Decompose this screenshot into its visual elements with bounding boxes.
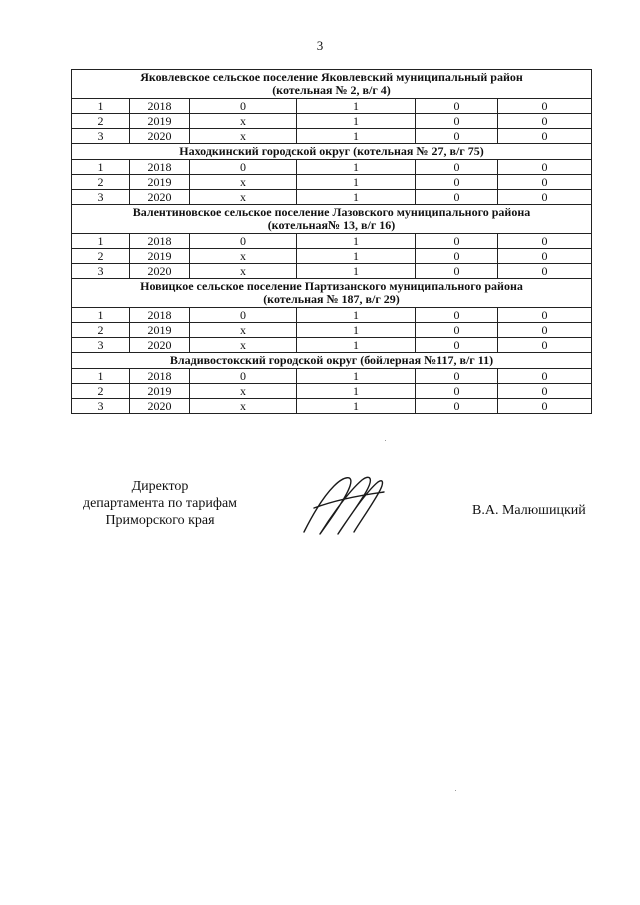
table-cell: 0 [190,369,297,384]
table-cell: 0 [416,399,498,414]
table-cell: 3 [72,399,130,414]
table-cell: 2018 [130,234,190,249]
table-row [72,369,592,384]
section-title-line: Находкинский городской округ (котельная № 27, в/г 75) [179,144,484,158]
table-cell: 0 [498,323,592,338]
table-cell: 2020 [130,338,190,353]
table-cell: 2019 [130,114,190,129]
table-cell: 0 [498,190,592,205]
table-cell: 0 [498,234,592,249]
scan-speck [455,790,456,791]
section-title [72,144,592,160]
table-cell: 1 [297,114,416,129]
table-cell: 1 [297,190,416,205]
table-cell: 1 [297,264,416,279]
table-cell: 2020 [130,264,190,279]
signatory-region: Приморского края [105,513,215,528]
table-row [72,99,592,114]
table-cell: 1 [297,175,416,190]
table-row [72,160,592,175]
table-cell: 0 [416,99,498,114]
signatory-department: департамента по тарифам [82,496,238,511]
handwritten-signature [300,468,390,540]
tariff-table [71,69,592,414]
signatory-title [60,478,260,529]
table-cell: 1 [297,129,416,144]
table-cell: 0 [416,175,498,190]
table-cell: 2018 [130,308,190,323]
table-cell: 0 [416,264,498,279]
table-cell: 0 [190,308,297,323]
table-cell: 0 [498,399,592,414]
table-row [72,384,592,399]
table-cell: 0 [498,249,592,264]
table-cell: 0 [190,99,297,114]
table-cell: 0 [416,160,498,175]
table-cell: 2 [72,249,130,264]
table-cell: 1 [297,99,416,114]
table-cell: 0 [416,249,498,264]
table-cell: 0 [190,160,297,175]
table-cell: 0 [498,160,592,175]
table-cell: 0 [498,129,592,144]
table-cell: 2019 [130,323,190,338]
table-cell: x [190,338,297,353]
table-row [72,114,592,129]
table-cell: 0 [498,175,592,190]
section-subtitle-line: (котельная № 2, в/г 4) [272,83,391,97]
table-cell: 1 [297,369,416,384]
table-cell: 0 [498,99,592,114]
table-row [72,234,592,249]
section-header-row [72,353,592,369]
table-cell: 2019 [130,249,190,264]
table-cell: 0 [416,308,498,323]
table-cell: 2020 [130,129,190,144]
table-cell: 1 [297,399,416,414]
table-row [72,190,592,205]
page-number: 3 [316,38,324,53]
table-cell: 2018 [130,369,190,384]
table-cell: 2020 [130,190,190,205]
table-row [72,264,592,279]
table-cell: 1 [297,160,416,175]
table-cell: x [190,399,297,414]
table-cell: 0 [416,129,498,144]
table-cell: 2019 [130,384,190,399]
signatory-position: Директор [131,479,189,494]
signatory-name: В.А. Малюшицкий [472,503,586,518]
table-cell: 1 [297,338,416,353]
table-cell: 1 [297,308,416,323]
section-subtitle-line: (котельная№ 13, в/г 16) [267,218,396,232]
section-title [72,70,592,99]
table-cell: 2 [72,114,130,129]
section-title [72,279,592,308]
table-cell: x [190,129,297,144]
table-row [72,323,592,338]
section-title-line: Новицкое сельское поселение Партизанского муниципального района [140,279,523,293]
table-cell: 1 [72,234,130,249]
table-cell: 2020 [130,399,190,414]
table-cell: 1 [72,369,130,384]
scan-speck [385,440,386,441]
table-cell: x [190,384,297,399]
table-cell: 1 [297,323,416,338]
section-title [72,353,592,369]
table-cell: 1 [72,160,130,175]
section-title-line: Яковлевское сельское поселение Яковлевский муниципальный район [140,70,523,84]
table-cell: 2018 [130,99,190,114]
table-cell: x [190,323,297,338]
table-row [72,308,592,323]
table-cell: 0 [416,234,498,249]
table-cell: 3 [72,129,130,144]
table-cell: 0 [416,190,498,205]
table-cell: 0 [190,234,297,249]
table-cell: 0 [498,308,592,323]
section-title [72,205,592,234]
table-cell: 0 [498,369,592,384]
section-header-row [72,70,592,99]
table-cell: 1 [72,308,130,323]
table-cell: 0 [498,114,592,129]
table-row [72,338,592,353]
table-cell: 3 [72,264,130,279]
table-cell: 0 [416,338,498,353]
table-cell: 0 [498,384,592,399]
table-cell: 2019 [130,175,190,190]
table-cell: 0 [416,384,498,399]
table-cell: 2 [72,175,130,190]
table-cell: 0 [416,114,498,129]
table-cell: 0 [498,264,592,279]
table-cell: 3 [72,338,130,353]
table-cell: 0 [498,338,592,353]
table-cell: 1 [72,99,130,114]
table-cell: 1 [297,234,416,249]
table-cell: x [190,190,297,205]
table-cell: 2 [72,384,130,399]
section-subtitle-line: (котельная № 187, в/г 29) [263,292,400,306]
table-cell: 0 [416,323,498,338]
table-cell: x [190,175,297,190]
table-cell: 3 [72,190,130,205]
table-cell: x [190,114,297,129]
table-cell: 2 [72,323,130,338]
table-cell: 2018 [130,160,190,175]
section-title-line: Владивостокский городской округ (бойлерная №117, в/г 11) [169,353,494,367]
section-header-row [72,144,592,160]
table-cell: 1 [297,249,416,264]
table-row [72,175,592,190]
section-header-row [72,205,592,234]
table-row [72,129,592,144]
table-row [72,249,592,264]
table-row [72,399,592,414]
table-cell: x [190,249,297,264]
section-title-line: Валентиновское сельское поселение Лазовского муниципального района [132,205,531,219]
table-cell: x [190,264,297,279]
table-cell: 1 [297,384,416,399]
section-header-row [72,279,592,308]
table-cell: 0 [416,369,498,384]
